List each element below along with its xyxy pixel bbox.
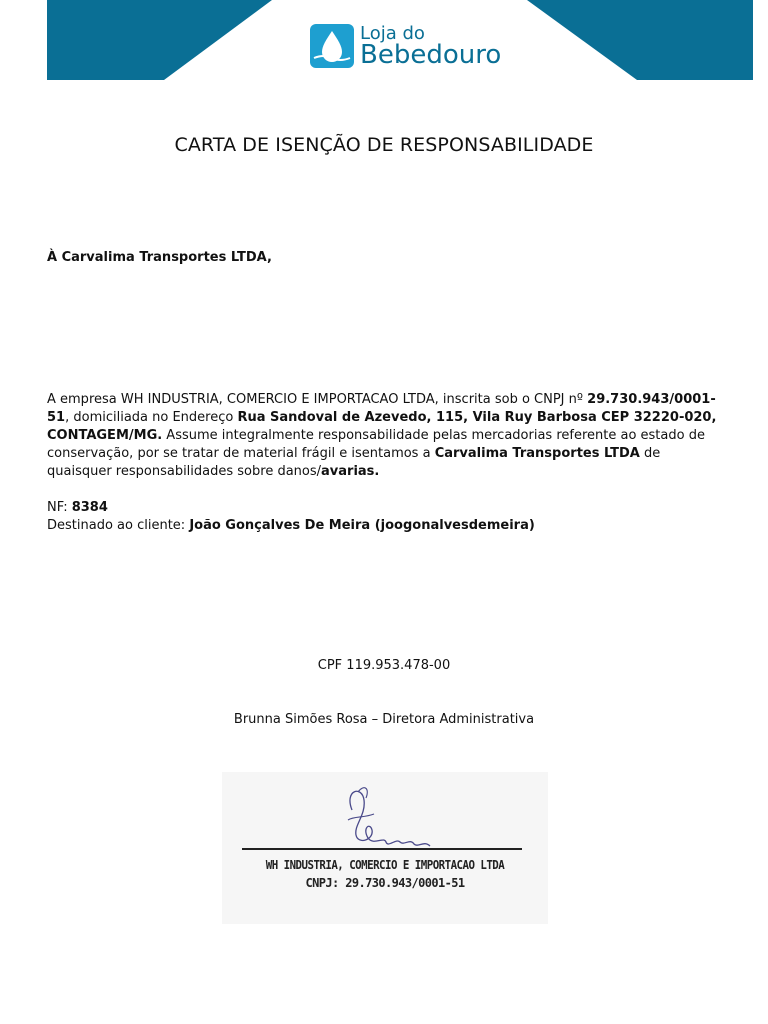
document-title: CARTA DE ISENÇÃO DE RESPONSABILIDADE — [174, 134, 594, 156]
body-text-4: de quaisquer responsabilidades sobre danos/ — [47, 446, 661, 479]
body-text-2: , domiciliada no Endereço — [65, 410, 238, 425]
addressee: À Carvalima Transportes LTDA, — [47, 250, 272, 265]
damage-word: avarias. — [321, 464, 380, 479]
invoice-block — [47, 499, 535, 535]
cpf-line: CPF 119.953.478-00 — [317, 658, 451, 673]
nf-value: 8384 — [71, 500, 108, 515]
signer-name: Brunna Simões Rosa – Diretora Administrativa — [233, 712, 535, 727]
stamp-cnpj: CNPJ: 29.730.943/0001-51 — [305, 876, 465, 890]
water-drop-icon — [310, 24, 354, 68]
body-text-3: Assume integralmente responsabilidade pelas mercadorias referente ao estado de conservação, por se tratar de material frágil e isentamos a — [47, 428, 705, 461]
body-text-1: A empresa WH INDUSTRIA, COMERCIO E IMPORTACAO LTDA, inscrita sob o CNPJ nº — [47, 392, 588, 407]
company-stamp — [222, 772, 548, 924]
stamp-divider — [242, 848, 522, 850]
logo-text — [360, 22, 502, 70]
carrier-name: Carvalima Transportes LTDA — [434, 446, 640, 461]
nf-line — [47, 499, 535, 517]
client-label: Destinado ao cliente: — [47, 518, 190, 533]
nf-label: NF: — [47, 500, 72, 515]
client-line — [47, 517, 535, 535]
cnpj-value: 29.730.943/0001-51 — [47, 392, 716, 425]
logo-line-1: Loja do — [360, 22, 425, 44]
address-value: Rua Sandoval de Azevedo, 115, Vila Ruy Barbosa CEP 32220-020, CONTAGEM/MG. — [47, 410, 717, 443]
logo — [310, 22, 501, 70]
client-value: João Gonçalves De Meira (joogonalvesdemeira) — [189, 518, 535, 533]
stamp-company-name: WH INDUSTRIA, COMERCIO E IMPORTACAO LTDA — [265, 858, 505, 872]
body-paragraph — [47, 391, 727, 481]
logo-line-2: Bebedouro — [360, 39, 502, 70]
